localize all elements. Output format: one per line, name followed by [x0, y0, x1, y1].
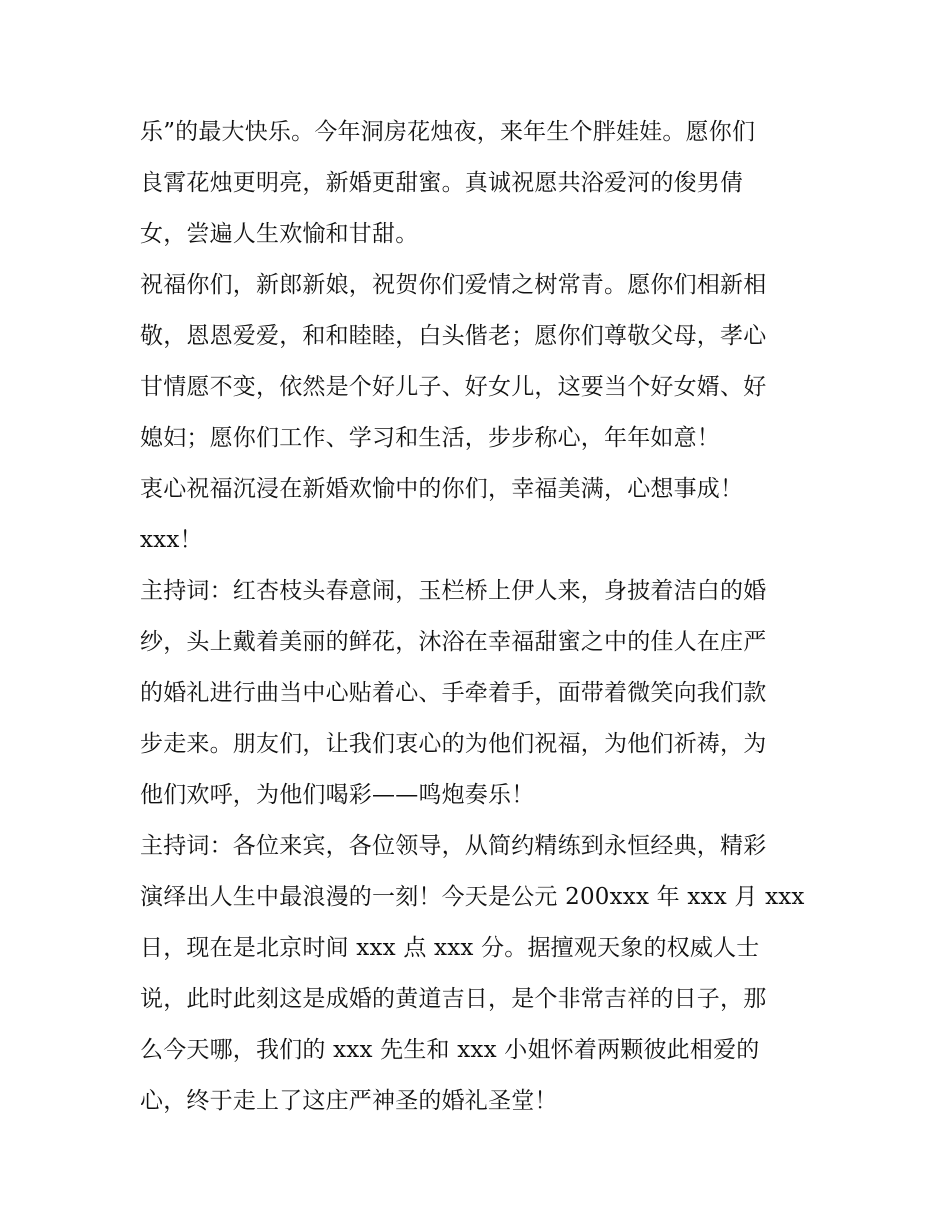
text-line: 主持词：红杏枝头春意闹，玉栏桥上伊人来，身披着洁白的婚: [140, 578, 767, 604]
text-line: xxx！: [140, 527, 203, 553]
text-line: 纱，头上戴着美丽的鲜花，沐浴在幸福甜蜜之中的佳人在庄严: [140, 629, 767, 655]
body-text: [140, 107, 820, 1127]
text-line: 的婚礼进行曲当中心贴着心、手牵着手，面带着微笑向我们款: [140, 680, 767, 706]
text-line: 甘情愿不变，依然是个好儿子、好女儿，这要当个好女婿、好: [140, 374, 767, 400]
text-line: 良霄花烛更明亮，新婚更甜蜜。真诚祝愿共浴爱河的俊男倩: [140, 170, 744, 196]
text-line: 媳妇；愿你们工作、学习和生活，步步称心，年年如意！: [140, 425, 720, 451]
text-line: 他们欢呼，为他们喝彩——鸣炮奏乐！: [140, 782, 535, 808]
text-line: 乐”的最大快乐。今年洞房花烛夜，来年生个胖娃娃。愿你们: [140, 119, 756, 145]
text-line: 祝福你们，新郎新娘，祝贺你们爱情之树常青。愿你们相新相: [140, 272, 767, 298]
text-line: 衷心祝福沉浸在新婚欢愉中的你们，幸福美满，心想事成！: [140, 476, 744, 502]
text-line: 演绎出人生中最浪漫的一刻！今天是公元 200xxx 年 xxx 月 xxx: [140, 884, 805, 910]
text-line: 日，现在是北京时间 xxx 点 xxx 分。据擅观天象的权威人士: [140, 935, 760, 961]
text-line: 步走来。朋友们，让我们衷心的为他们祝福，为他们祈祷，为: [140, 731, 767, 757]
text-line: 敬，恩恩爱爱，和和睦睦，白头偕老；愿你们尊敬父母，孝心: [140, 323, 767, 349]
text-line: 主持词：各位来宾，各位领导，从简约精练到永恒经典，精彩: [140, 833, 767, 859]
text-line: 女，尝遍人生欢愉和甘甜。: [140, 221, 419, 247]
text-line: 么今天哪，我们的 xxx 先生和 xxx 小姐怀着两颗彼此相爱的: [140, 1037, 760, 1063]
text-line: 心，终于走上了这庄严神圣的婚礼圣堂！: [140, 1088, 558, 1114]
text-line: 说，此时此刻这是成婚的黄道吉日，是个非常吉祥的日子，那: [140, 986, 767, 1012]
